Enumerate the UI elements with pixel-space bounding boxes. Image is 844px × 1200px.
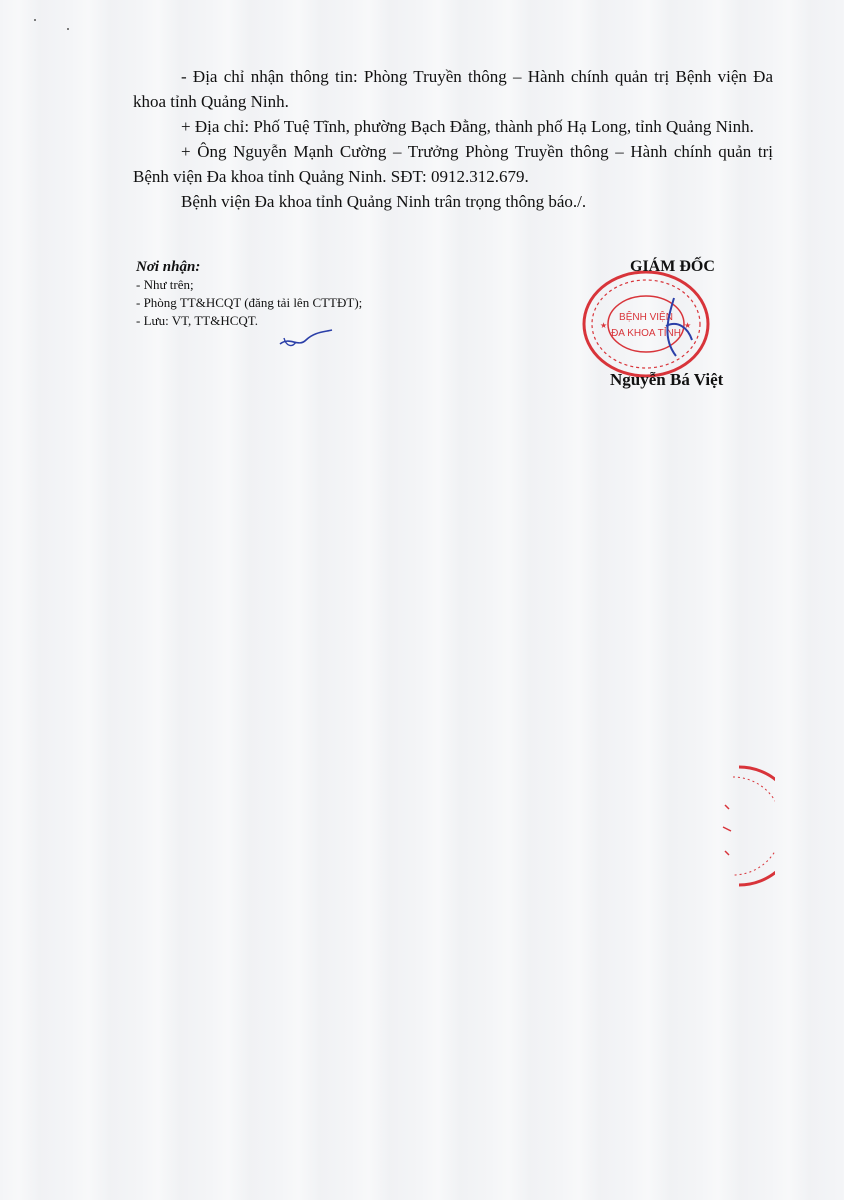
page-edge-seal-icon <box>715 765 775 887</box>
signer-title: GIÁM ĐỐC <box>630 258 715 275</box>
body-paragraph: + Địa chỉ: Phố Tuệ Tĩnh, phường Bạch Đằng, thành phố Hạ Long, tỉnh Quảng Ninh. <box>181 117 754 136</box>
official-seal-icon <box>580 268 712 380</box>
body-paragraph: - Địa chỉ nhận thông tin: Phòng Truyền thông – Hành chính quản trị Bệnh viện Đa khoa tỉnh Quảng Ninh. <box>133 67 773 111</box>
svg-text:BỆNH VIỆN: BỆNH VIỆN <box>619 312 673 323</box>
signer-name: Nguyễn Bá Việt <box>610 370 724 389</box>
svg-text:★: ★ <box>600 321 608 330</box>
body-paragraph: Bệnh viện Đa khoa tỉnh Quảng Ninh trân trọng thông báo./. <box>181 192 587 211</box>
document-body <box>133 64 773 214</box>
recipient-item: - Phòng TT&HCQT (đăng tải lên CTTĐT); <box>136 295 363 310</box>
body-paragraph: + Ông Nguyễn Mạnh Cường – Trưởng Phòng Truyền thông – Hành chính quản trị Bệnh viện Đa khoa tỉnh Quảng Ninh. SĐT: 0912.312.679. <box>133 142 773 186</box>
recipient-item: - Lưu: VT, TT&HCQT. <box>136 313 258 328</box>
scan-speck <box>67 28 69 30</box>
signature-block <box>580 258 760 398</box>
svg-text:★: ★ <box>684 321 692 330</box>
svg-text:ĐA KHOA TỈNH: ĐA KHOA TỈNH <box>611 328 681 339</box>
scan-speck <box>34 19 36 21</box>
recipient-item: - Như trên; <box>136 277 194 292</box>
initials-mark-icon <box>276 326 336 352</box>
recipients-heading: Nơi nhận: <box>136 259 201 275</box>
recipients-block <box>136 258 366 330</box>
